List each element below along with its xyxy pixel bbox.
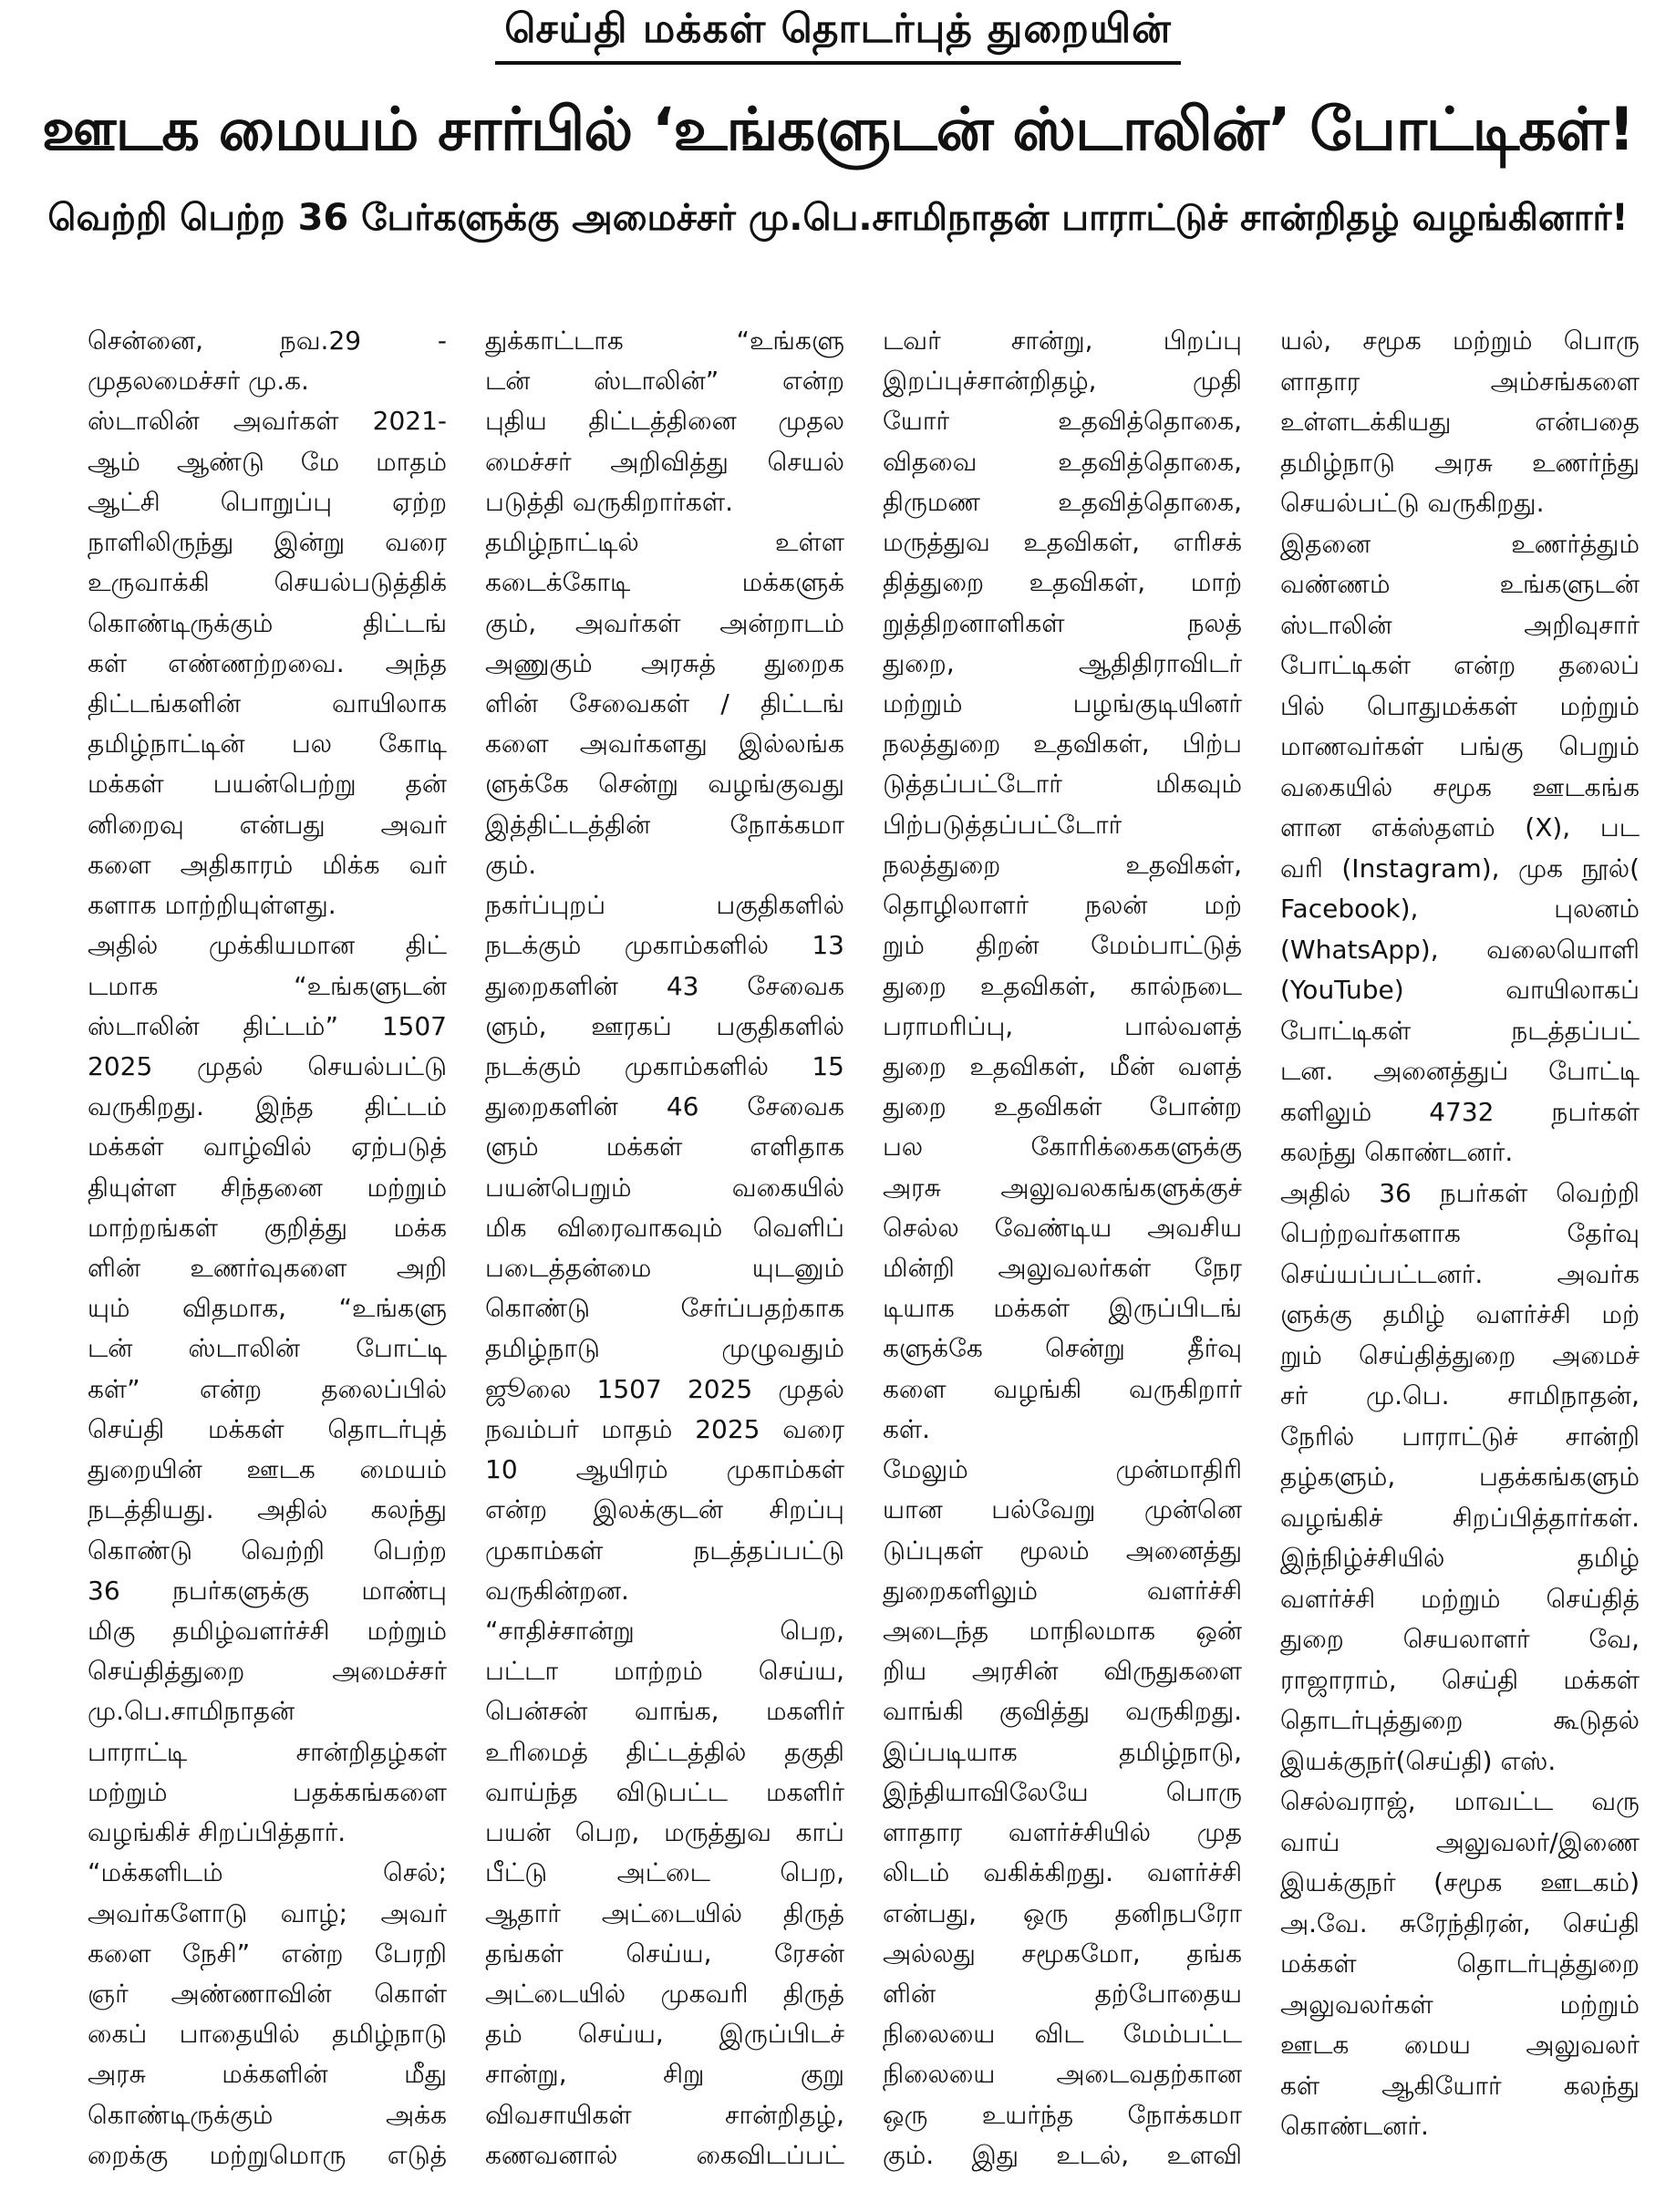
article-line: கள்” என்ற தலைப்பில்	[88, 1373, 447, 1404]
article-line: நடக்கும் முகாம்களில் 15	[485, 1050, 844, 1081]
article-line: கலந்து கொண்டனர்.	[1280, 1137, 1514, 1167]
subhead: வெற்றி பெற்ற 36 பேர்களுக்கு அமைச்சர் மு.பெ.சாமிநாதன் பாராட்டுச் சான்றிதழ் வழங்கினார்!	[47, 196, 1629, 239]
article-line: டவர் சான்று, பிறப்பு	[883, 326, 1242, 356]
article-line: இயக்குநர் (சமூக ஊடகம்)	[1280, 1867, 1640, 1897]
article-line: தொழிலாளர் நலன் மற்	[883, 890, 1242, 921]
article-line: அரசு அலுவலகங்களுக்குச்	[883, 1172, 1242, 1203]
article-line: திட்டங்களின் வாயிலாக	[88, 687, 447, 718]
article-line: வழங்கிச் சிறப்பித்தார்.	[88, 1817, 347, 1848]
article-line: ஸ்டாலின் அறிவுசார்	[1280, 609, 1640, 640]
article-line: நலத்துறை உதவிகள், பிற்ப	[883, 729, 1242, 760]
article-line: துறையின் ஊடக மையம்	[88, 1454, 447, 1485]
article-line: களை நேசி” என்ற பேரறி	[88, 1938, 447, 1969]
article-line: செய்தித்துறை அமைச்சர்	[88, 1656, 447, 1687]
article-line: வாய்ந்த விடுபட்ட மகளிர்	[485, 1776, 844, 1807]
article-line: மாணவர்கள் பங்கு பெறும்	[1280, 731, 1640, 761]
article-line: பல கோரிக்கைகளுக்கு	[883, 1132, 1242, 1163]
article-line: (WhatsApp), வலையொளி	[1280, 934, 1640, 965]
article-line: இந்தியாவிலேயே பொரு	[883, 1776, 1242, 1807]
article-line: கைப் பாதையில் தமிழ்நாடு	[88, 2019, 447, 2050]
article-line: அதில் 36 நபர்கள் வெற்றி	[1280, 1177, 1640, 1208]
article-line: சர் மு.பெ. சாமிநாதன்,	[1280, 1380, 1640, 1411]
article-line: யான பல்வேறு முன்னெ	[883, 1494, 1242, 1525]
article-line: நவம்பர் மாதம் 2025 வரை	[485, 1413, 844, 1444]
article-line: தமிழ்நாடு முழுவதும்	[485, 1333, 844, 1364]
article-line: வளர்ச்சி மற்றும் செய்தித்	[1280, 1583, 1640, 1614]
article-columns	[88, 321, 1640, 2176]
article-line: களை அவர்களது இல்லங்க	[485, 729, 844, 760]
article-line: வாய் அலுவலர்/இணை	[1280, 1826, 1640, 1857]
article-line: நாளிலிருந்து இன்று வரை	[88, 527, 447, 558]
article-line: தம் செய்ய, இருப்பிடச்	[485, 2019, 844, 2050]
article-line: சென்னை, நவ.29 -	[88, 326, 447, 356]
article-line: மைச்சர் அறிவித்து செயல்	[485, 446, 844, 477]
article-line: திருமண உதவித்தொகை,	[883, 486, 1242, 517]
article-line: இயக்குநர்(செய்தி) எஸ்.	[1280, 1745, 1557, 1776]
article-line: மற்றும் பழங்குடியினர்	[883, 687, 1242, 718]
article-line: றும் செய்தித்துறை அமைச்	[1280, 1339, 1640, 1370]
article-line: தித்துறை உதவிகள், மாற்	[883, 567, 1242, 598]
article-line: களுக்கே சென்று தீர்வு	[883, 1333, 1242, 1364]
article-line: ளின் தற்போதைய	[883, 1978, 1242, 2009]
article-line: ஆம் ஆண்டு மே மாதம்	[88, 446, 447, 477]
article-line: பென்சன் வாங்க, மகளிர்	[485, 1696, 844, 1727]
article-line: துறை உதவிகள், மீன் வளத்	[883, 1050, 1242, 1081]
article-line: தமிழ்நாடு அரசு உணர்ந்து	[1280, 447, 1640, 478]
article-line: புதிய திட்டத்தினை முதல	[485, 406, 844, 437]
article-line: போட்டிகள் என்ற தலைப்	[1280, 650, 1640, 680]
article-line: 10 ஆயிரம் முகாம்கள்	[485, 1454, 844, 1485]
article-line: உரிமைத் திட்டத்தில் தகுதி	[485, 1736, 844, 1767]
article-line: டன் ஸ்டாலின்” என்ற	[485, 366, 844, 397]
article-line: கொண்டனர்.	[1280, 2111, 1429, 2141]
article-line: ளும், ஊரகப் பகுதிகளில்	[485, 1010, 844, 1041]
article-line: களை வழங்கி வருகிறார்	[883, 1373, 1242, 1404]
article-line: பெற்றவர்களாக தேர்வு	[1280, 1218, 1640, 1248]
article-column-4	[1280, 321, 1640, 2176]
article-line: யோர் உதவித்தொகை,	[883, 406, 1242, 437]
article-line: பீட்டு அட்டை பெற,	[485, 1857, 844, 1888]
article-line: (YouTube) வாயிலாகப்	[1280, 975, 1640, 1005]
article-line: துறை செயலாளர் வே,	[1280, 1624, 1640, 1654]
article-line: வருகிறது. இந்த திட்டம்	[88, 1091, 447, 1122]
article-line: ஆதார் அட்டையில் திருத்	[485, 1897, 844, 1928]
article-line: முதலமைச்சர் மு.க.	[88, 366, 309, 397]
article-line: இறப்புச்சான்றிதழ், முதி	[883, 366, 1242, 397]
article-line: நிலையை அடைவதற்கான	[883, 2059, 1242, 2090]
article-line: பராமரிப்பு, பால்வளத்	[883, 1010, 1242, 1041]
article-line: மக்கள் பயன்பெற்று தன்	[88, 769, 447, 800]
article-line: றும் திறன் மேம்பாட்டுத்	[883, 930, 1242, 961]
article-line: மிக விரைவாகவும் வெளிப்	[485, 1212, 844, 1243]
article-line: தமிழ்நாட்டின் பல கோடி	[88, 729, 447, 760]
article-line: செய்தி மக்கள் தொடர்புத்	[88, 1413, 447, 1444]
article-line: அல்லது சமூகமோ, தங்க	[883, 1938, 1242, 1969]
article-line: யும் விதமாக, “உங்களு	[88, 1293, 447, 1324]
article-line: கொண்டு சேர்ப்பதற்காக	[485, 1293, 844, 1324]
article-line: கொண்டிருக்கும் திட்டங்	[88, 607, 447, 638]
article-line: நலத்துறை உதவிகள்,	[883, 849, 1242, 880]
article-line: றுத்திறனாளிகள் நலத்	[883, 607, 1242, 638]
article-line: உருவாக்கி செயல்படுத்திக்	[88, 567, 447, 598]
article-line: இதனை உணர்த்தும்	[1280, 528, 1640, 559]
article-line: தொடர்புத்துறை கூடுதல்	[1280, 1705, 1640, 1735]
article-line: ளின் உணர்வுகளை அறி	[88, 1253, 447, 1284]
article-line: ஒரு உயர்ந்த நோக்கமா	[883, 2099, 1242, 2130]
article-line: மேலும் முன்மாதிரி	[883, 1454, 1242, 1485]
article-line: கும்.	[485, 849, 537, 880]
article-line: “சாதிச்சான்று பெற,	[485, 1616, 844, 1646]
article-line: ஸ்டாலின் அவர்கள் 2021-	[88, 406, 447, 437]
article-line: றைக்கு மற்றுமொரு எடுத்	[88, 2139, 447, 2170]
article-line: வரி (Instagram), முக நூல்(	[1280, 853, 1640, 884]
article-line: கும். இது உடல், உளவி	[883, 2139, 1242, 2170]
article-line: ஞர் அண்ணாவின் கொள்	[88, 1978, 447, 2009]
kicker-wrap	[33, 0, 1643, 65]
article-line: “மக்களிடம் செல்;	[88, 1857, 447, 1888]
article-line: ளுக்கே சென்று வழங்குவது	[485, 769, 844, 800]
article-line: படுத்தி வருகிறார்கள்.	[485, 486, 733, 517]
article-line: முகாம்கள் நடத்தப்பட்டு	[485, 1535, 844, 1566]
article-line: துறை, ஆதிதிராவிடர்	[883, 647, 1242, 678]
article-line: டுப்புகள் மூலம் அனைத்து	[883, 1535, 1242, 1566]
article-line: ஜூலை 1507 2025 முதல்	[485, 1373, 844, 1404]
article-line: அட்டையில் முகவரி திருத்	[485, 1978, 844, 2009]
article-line: செல்வராஜ், மாவட்ட வரு	[1280, 1786, 1640, 1816]
article-line: ளின் சேவைகள் / திட்டங்	[485, 687, 844, 718]
article-line: நடத்தியது. அதில் கலந்து	[88, 1494, 447, 1525]
article-line: அவர்களோடு வாழ்; அவர்	[88, 1897, 447, 1928]
article-line: உள்ளடக்கியது என்பதை	[1280, 407, 1640, 437]
article-line: கொண்டிருக்கும் அக்க	[88, 2099, 447, 2130]
article-line: நகர்ப்புறப் பகுதிகளில்	[485, 890, 844, 921]
article-line: ஆட்சி பொறுப்பு ஏற்ற	[88, 486, 447, 517]
article-line: டியாக மக்கள் இருப்பிடங்	[883, 1293, 1242, 1324]
article-line: மிகு தமிழ்வளர்ச்சி மற்றும்	[88, 1616, 447, 1646]
article-line: டமாக “உங்களுடன்	[88, 970, 447, 1001]
article-line: வாங்கி குவித்து வருகிறது.	[883, 1696, 1242, 1727]
article-line: தழ்களும், பதக்கங்களும்	[1280, 1462, 1640, 1492]
article-line: போட்டிகள் நடத்தப்பட்	[1280, 1015, 1640, 1046]
article-line: வருகின்றன.	[485, 1575, 629, 1606]
article-line: அரசு மக்களின் மீது	[88, 2059, 447, 2090]
article-line: இத்திட்டத்தின் நோக்கமா	[485, 809, 844, 840]
article-line: பில் பொதுமக்கள் மற்றும்	[1280, 690, 1640, 721]
article-line: நடக்கும் முகாம்களில் 13	[485, 930, 844, 961]
article-line: கும், அவர்கள் அன்றாடம்	[485, 607, 844, 638]
article-line: ஊடக மைய அலுவலர்	[1280, 2030, 1640, 2060]
article-column-1	[88, 321, 447, 2176]
article-line: மருத்துவ உதவிகள், எரிசக்	[883, 527, 1242, 558]
article-line: பிற்படுத்தப்பட்டோர்	[883, 809, 1123, 840]
article-line: பயன் பெற, மருத்துவ காப்	[485, 1817, 844, 1848]
article-line: ளாதார அம்சங்களை	[1280, 366, 1640, 397]
article-line: ளுக்கு தமிழ் வளர்ச்சி மற்	[1280, 1299, 1640, 1329]
article-line: கணவனால் கைவிடப்பட்	[485, 2139, 844, 2170]
article-line: கள் எண்ணற்றவை. அந்த	[88, 647, 447, 678]
article-line: துறைகளிலும் வளர்ச்சி	[883, 1575, 1242, 1606]
article-line: 2025 முதல் செயல்பட்டு	[88, 1050, 447, 1081]
article-line: வழங்கிச் சிறப்பித்தார்கள்.	[1280, 1502, 1640, 1533]
article-line: ளாதார வளர்ச்சியில் முத	[883, 1817, 1242, 1848]
article-line: சான்று, சிறு குறு	[485, 2059, 844, 2090]
article-line: மு.பெ.சாமிநாதன்	[88, 1696, 295, 1727]
article-line: ளும் மக்கள் எளிதாக	[485, 1132, 844, 1163]
article-line: கள் ஆகியோர் கலந்து	[1280, 2070, 1640, 2101]
article-line: அணுகும் அரசுத் துறைக	[485, 647, 844, 678]
article-line: வண்ணம் உங்களுடன்	[1280, 569, 1640, 599]
article-line: துறைகளின் 43 சேவைக	[485, 970, 844, 1001]
article-line: அ.வே. சுரேந்திரன், செய்தி	[1280, 1907, 1640, 1938]
article-line: துறை உதவிகள், கால்நடை	[883, 970, 1242, 1001]
article-line: செய்யப்பட்டனர். அவர்க	[1280, 1258, 1640, 1289]
article-line: கொண்டு வெற்றி பெற்ற	[88, 1535, 447, 1566]
article-line: ராஜாராம், செய்தி மக்கள்	[1280, 1664, 1640, 1695]
article-line: நிலையை விட மேம்பட்ட	[883, 2019, 1242, 2050]
article-line: களாக மாற்றியுள்ளது.	[88, 890, 336, 921]
article-line: படைத்தன்மை யுடனும்	[485, 1253, 844, 1284]
article-line: யல், சமூக மற்றும் பொரு	[1280, 326, 1640, 356]
article-line: மற்றும் பதக்கங்களை	[88, 1776, 447, 1807]
article-line: என்பது, ஒரு தனிநபரோ	[883, 1897, 1242, 1928]
article-line: இப்படியாக தமிழ்நாடு,	[883, 1736, 1242, 1767]
article-line: மாற்றங்கள் குறித்து மக்க	[88, 1212, 447, 1243]
kicker: செய்தி மக்கள் தொடர்புத் துறையின்	[495, 5, 1181, 65]
article-line: துறை உதவிகள் போன்ற	[883, 1091, 1242, 1122]
article-line: செயல்பட்டு வருகிறது.	[1280, 488, 1545, 518]
article-column-2	[485, 321, 844, 2176]
article-line: களை அதிகாரம் மிக்க வர்	[88, 849, 447, 880]
article-line: மக்கள் தொடர்புத்துறை	[1280, 1948, 1640, 1979]
article-line: துக்காட்டாக “உங்களு	[485, 326, 844, 356]
article-line: ளான எக்ஸ்தளம் (X), பட	[1280, 812, 1640, 842]
article-line: றிய அரசின் விருதுகளை	[883, 1656, 1242, 1687]
article-line: நேரில் பாராட்டுச் சான்றி	[1280, 1421, 1640, 1452]
article-line: வகையில் சமூக ஊடகங்க	[1280, 771, 1640, 802]
article-line: செல்ல வேண்டிய அவசிய	[883, 1212, 1242, 1243]
article-line: டன. அனைத்துப் போட்டி	[1280, 1056, 1640, 1086]
article-line: Facebook), புலனம்	[1280, 894, 1640, 924]
article-line: கள்.	[883, 1413, 931, 1444]
article-line: விதவை உதவித்தொகை,	[883, 446, 1242, 477]
article-line: ஸ்டாலின் திட்டம்” 1507	[88, 1010, 447, 1041]
article-line: மின்றி அலுவலர்கள் நேர	[883, 1253, 1242, 1284]
article-line: அடைந்த மாநிலமாக ஒன்	[883, 1616, 1242, 1646]
article-line: அதில் முக்கியமான திட்	[88, 930, 447, 961]
article-line: விவசாயிகள் சான்றிதழ்,	[485, 2099, 844, 2130]
article-column-3	[883, 321, 1242, 2176]
article-line: லிடம் வகிக்கிறது. வளர்ச்சி	[883, 1857, 1242, 1888]
article-line: மக்கள் வாழ்வில் ஏற்படுத்	[88, 1132, 447, 1163]
article-line: என்ற இலக்குடன் சிறப்பு	[485, 1494, 844, 1525]
article-line: பாராட்டி சான்றிதழ்கள்	[88, 1736, 447, 1767]
article-line: பயன்பெறும் வகையில்	[485, 1172, 844, 1203]
article-line: டன் ஸ்டாலின் போட்டி	[88, 1333, 447, 1364]
article-line: களிலும் 4732 நபர்கள்	[1280, 1096, 1640, 1127]
article-line: இந்நிழ்ச்சியில் தமிழ்	[1280, 1543, 1640, 1573]
article-line: னிறைவு என்பது அவர்	[88, 809, 447, 840]
article-line: அலுவலர்கள் மற்றும்	[1280, 1989, 1640, 2020]
article-line: துறைகளின் 46 சேவைக	[485, 1091, 844, 1122]
article-line: தங்கள் செய்ய, ரேசன்	[485, 1938, 844, 1969]
article-line: தமிழ்நாட்டில் உள்ள	[485, 527, 844, 558]
article-line: 36 நபர்களுக்கு மாண்பு	[88, 1575, 447, 1606]
article-line: டுத்தப்பட்டோர் மிகவும்	[883, 769, 1242, 800]
headline: ஊடக மையம் சார்பில் ‘உங்களுடன் ஸ்டாலின்’ போட்டிகள்!	[41, 96, 1635, 164]
article-line: தியுள்ள சிந்தனை மற்றும்	[88, 1172, 447, 1203]
article-line: கடைக்கோடி மக்களுக்	[485, 567, 844, 598]
article-line: பட்டா மாற்றம் செய்ய,	[485, 1656, 844, 1687]
